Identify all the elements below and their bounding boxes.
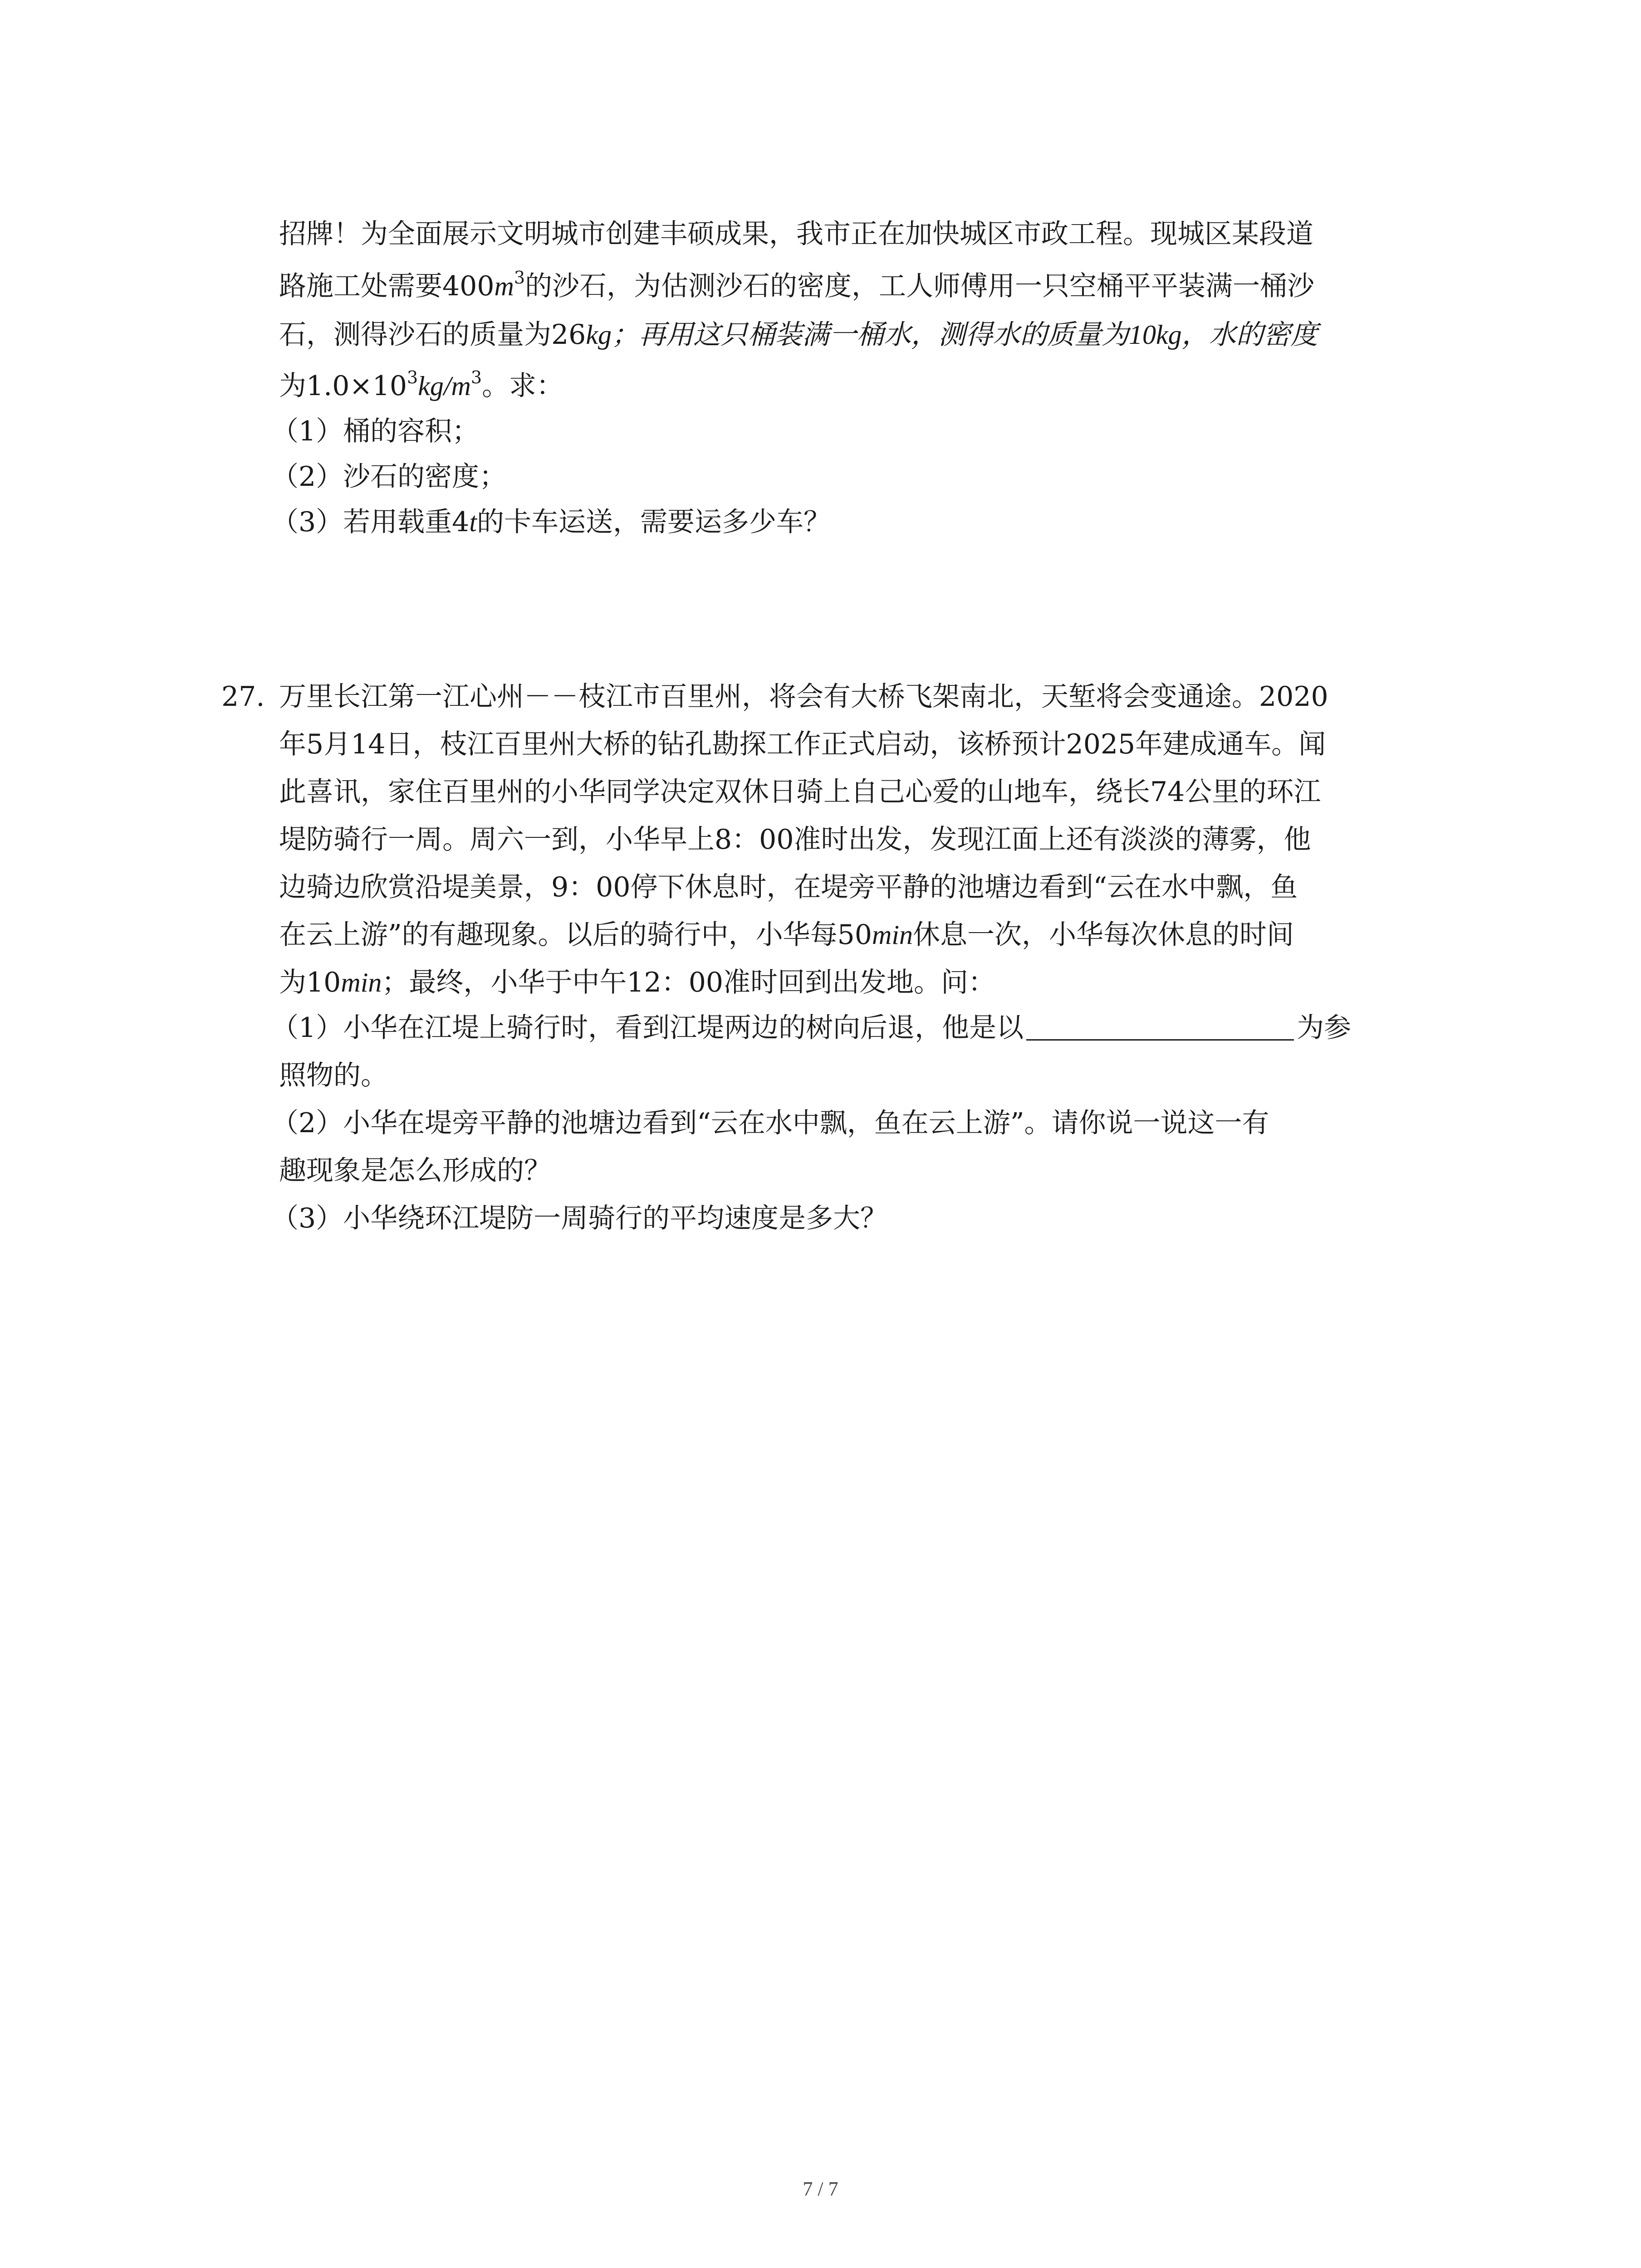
q27-line-7: 为10min；最终，小华于中午12：00准时回到出发地。问：: [279, 967, 996, 998]
q27-line-3: 此喜讯，家住百里州的小华同学决定双休日骑上自己心爱的山地车，绕长74公里的环江: [279, 776, 1321, 808]
q27-line-2: 年5月14日，枝江百里州大桥的钻孔勘探工作正式启动，该桥预计2025年建成通车。闻: [279, 728, 1326, 760]
q26-sub-3: （3）若用载重4t的卡车运送，需要运多少车？: [271, 506, 831, 538]
q26-line-4: 为$1.0\times 10^3kg/m^3$。求：: [279, 367, 564, 402]
q27-number: 27.: [221, 681, 265, 713]
q27-line-4: 堤防骑行一周。周六一到，小华早上8：00准时出发，发现江面上还有淡淡的薄雾，他: [279, 824, 1311, 855]
answer-blank[interactable]: [1026, 1012, 1294, 1041]
q26-line-2: 路施工处需要$400m^3$的沙石，为估测沙石的密度，工人师傅用一只空桶平平装满一桶沙: [279, 268, 1315, 302]
q27-sub-3: （3）小华绕环江堤防一周骑行的平均速度是多大？: [271, 1202, 888, 1234]
q27-line-1: 万里长江第一江心州－－枝江市百里州，将会有大桥飞架南北，天堑将会变通途。2020: [279, 681, 1328, 713]
q26-sub-1: （1）桶的容积；: [271, 415, 480, 447]
q27-sub-1-cont: 照物的。: [279, 1060, 388, 1091]
q26-line-3: 石，测得沙石的质量为26kg；再用这只桶装满一桶水，测得水的质量为10kg，水的密度: [279, 319, 1318, 351]
q27-sub-1: （1）小华在江堤上骑行时，看到江堤两边的树向后退，他是以 为参: [271, 1012, 1352, 1044]
q27-sub-2: （2）小华在堤旁平静的池塘边看到“云在水中飘，鱼在云上游”。请你说一说这一有: [271, 1107, 1269, 1139]
q27-line-5: 边骑边欣赏沿堤美景，9：00停下休息时，在堤旁平静的池塘边看到“云在水中飘，鱼: [279, 871, 1298, 903]
q26-line-1: 招牌！为全面展示文明城市创建丰硕成果，我市正在加快城区市政工程。现城区某段道: [279, 218, 1313, 250]
q27-line-6: 在云上游”的有趣现象。以后的骑行中，小华每50min休息一次，小华每次休息的时间: [279, 919, 1294, 951]
q26-sub-2: （2）沙石的密度；: [271, 461, 507, 493]
page-number: 7 / 7: [803, 2178, 838, 2200]
q27-sub-2-cont: 趣现象是怎么形成的？: [279, 1155, 551, 1187]
